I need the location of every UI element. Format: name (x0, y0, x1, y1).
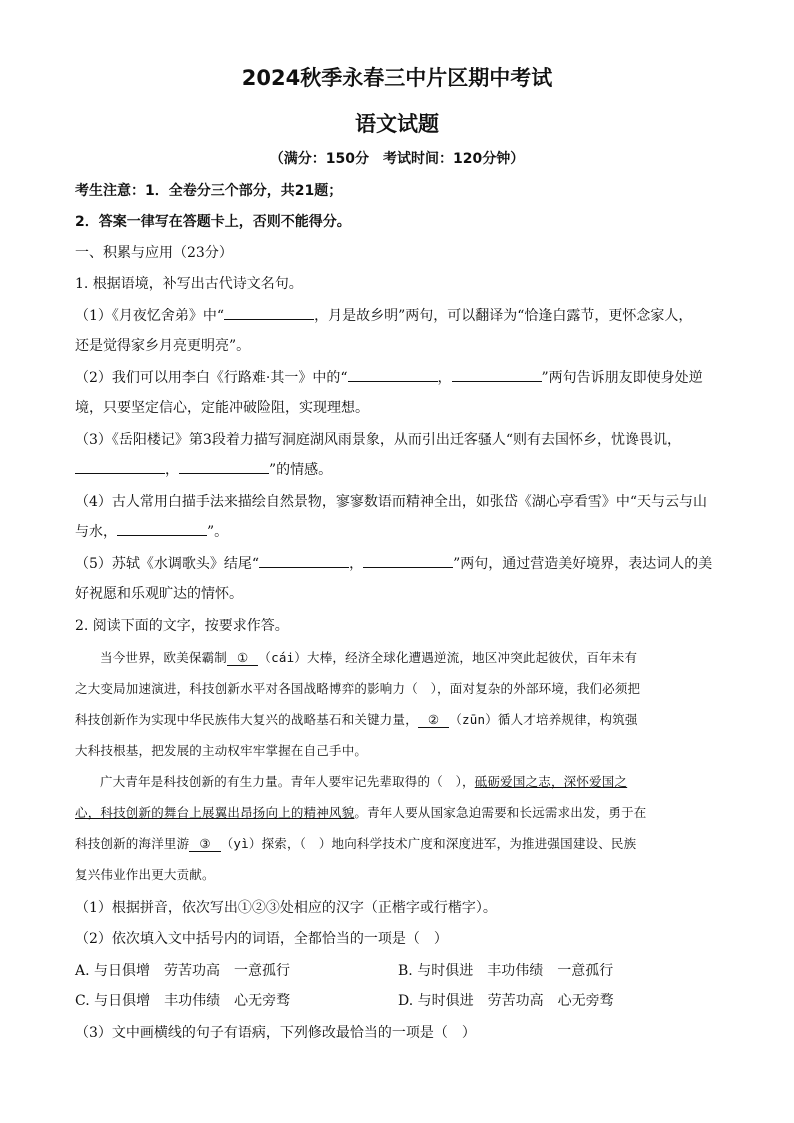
q1-item-5-text-b: ， (349, 556, 364, 572)
passage-text: （cái）大棒，经济全球化遭遇逆流，地区冲突此起彼伏，百年未有 (258, 650, 638, 665)
notice-line-2: 2．答案一律写在答题卡上，否则不能得分。 (75, 214, 351, 230)
q1-item-5-text-a: （5）苏轼《水调歌头》结尾“ (75, 556, 260, 572)
fill-blank-3[interactable]: ③ (189, 836, 220, 852)
passage-p1-line2: 之大变局加速演进，科技创新水平对各国战略博弈的影响力（ ），面对复杂的外部环境，我们必须把 (75, 681, 641, 696)
q1-item-2-text-c: ”两句告诉朋友即使身处逆 (541, 370, 703, 386)
q1-item-3-cont (75, 459, 725, 479)
question-2-stem: 2. 阅读下面的文字，按要求作答。 (75, 618, 289, 634)
q1-item-1 (75, 305, 725, 325)
q1-item-4: （4）古人常用白描手法来描绘自然景物，寥寥数语而精神全出，如张岱《湖心亭看雪》中“天与云与山 (75, 494, 708, 510)
passage-text: 科技创新作为实现中华民族伟大复兴的战略基石和关键力量， (75, 712, 418, 727)
q1-item-2-text-b: ， (437, 370, 452, 386)
option-a[interactable]: A. 与日俱增 劳苦功高 一意孤行 (75, 963, 291, 979)
q1-item-3: （3）《岳阳楼记》第3段着力描写洞庭湖风雨景象，从而引出迁客骚人“则有去国怀乡，忧谗畏讥， (75, 432, 681, 448)
passage-p2-line4: 复兴伟业作出更大贡献。 (75, 867, 215, 882)
passage-text: （yì）探索，（ ）地向科学技术广度和深度进军，为推进强国建设、民族 (220, 836, 637, 851)
q2-sub-2: （2）依次填入文中括号内的词语，全都恰当的一项是（ ） (75, 931, 448, 947)
passage-p2-line3 (75, 834, 725, 852)
q1-item-5 (75, 553, 725, 573)
option-c[interactable]: C. 与日俱增 丰功伟绩 心无旁骛 (75, 993, 291, 1009)
passage-text: （zūn）循人才培养规律，构筑强 (449, 712, 638, 727)
question-1-stem: 1. 根据语境，补写出古代诗文名句。 (75, 276, 303, 292)
exam-meta: （满分：150分 考试时间：120分钟） (269, 151, 525, 167)
q2-sub-1: （1）根据拼音，依次写出①②③处相应的汉字（正楷字或行楷字）。 (75, 900, 497, 916)
exam-title: 2024秋季永春三中片区期中考试 (241, 66, 553, 90)
option-b[interactable]: B. 与时俱进 丰功伟绩 一意孤行 (398, 963, 614, 979)
answer-blank[interactable] (452, 367, 542, 382)
q1-item-5-cont: 好祝愿和乐观旷达的情怀。 (75, 586, 243, 602)
passage-text: 当今世界，欧美保霸制 (100, 650, 228, 665)
answer-blank[interactable] (224, 305, 314, 320)
answer-blank[interactable] (348, 367, 438, 382)
q1-item-1-text-b: ，月是故乡明”两句，可以翻译为“恰逢白露节，更怀念家人， (314, 308, 693, 324)
exam-subtitle: 语文试题 (355, 112, 439, 136)
answer-blank[interactable] (75, 459, 165, 474)
underlined-sentence: 砥砺爱国之志，深怀爱国之 (474, 774, 628, 789)
passage-p1-line1 (100, 648, 750, 666)
q1-item-2-cont: 境，只要坚定信心，定能冲破险阻，实现理想。 (75, 400, 369, 416)
passage-text: 科技创新的海洋里游 (75, 836, 190, 851)
answer-blank[interactable] (117, 521, 207, 536)
q1-item-2-text-a: （2）我们可以用李白《行路难·其一》中的“ (75, 370, 348, 386)
passage-p1-line4: 大科技根基，把发展的主动权牢牢掌握在自己手中。 (75, 743, 368, 758)
passage-p2-line2 (75, 803, 725, 821)
passage-text: 。青年人要从国家急迫需要和长远需求出发，勇于在 (354, 805, 647, 820)
q1-item-3-text-c: ”的情感。 (269, 462, 333, 478)
q1-item-3-text-b: ， (165, 462, 179, 478)
fill-blank-2[interactable]: ② (418, 712, 449, 728)
section-heading: 一、积累与应用（23分） (75, 245, 233, 261)
q1-item-4-text-b: 与水， (75, 524, 117, 540)
option-d[interactable]: D. 与时俱进 劳苦功高 心无旁骛 (398, 993, 614, 1009)
q1-item-1-cont: 还是觉得家乡月亮更明亮”。 (75, 338, 251, 354)
passage-p2-line1 (100, 772, 750, 790)
passage-p1-line3 (75, 710, 725, 728)
answer-blank[interactable] (363, 553, 453, 568)
fill-blank-1[interactable]: ① (227, 650, 258, 666)
notice-line-1: 考生注意：1．全卷分三个部分，共21题； (75, 183, 343, 199)
answer-blank[interactable] (259, 553, 349, 568)
underlined-sentence: 心，科技创新的舞台上展翼出昂扬向上的精神风貌 (75, 805, 355, 820)
q1-item-5-text-c: ”两句，通过营造美好境界，表达词人的美 (453, 556, 713, 572)
q1-item-4-cont (75, 521, 725, 541)
q1-item-2 (75, 367, 725, 387)
q2-sub-3: （3）文中画横线的句子有语病，下列修改最恰当的一项是（ ） (75, 1025, 476, 1041)
q1-item-4-text-c: ”。 (207, 524, 229, 540)
answer-blank[interactable] (179, 459, 269, 474)
passage-text: 广大青年是科技创新的有生力量。青年人要牢记先辈取得的（ ）， (100, 774, 475, 789)
q1-item-1-text-a: （1）《月夜忆舍弟》中“ (75, 308, 225, 324)
